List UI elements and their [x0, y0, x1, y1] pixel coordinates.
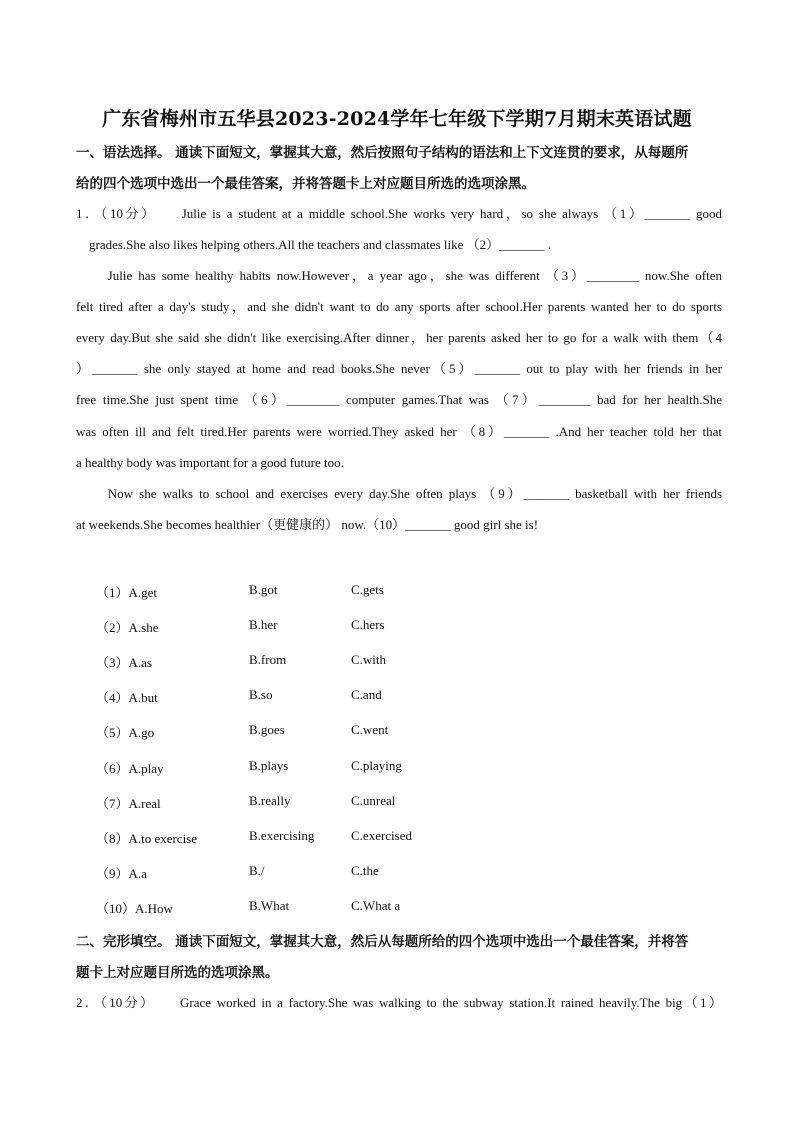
passage1-line: was often ill and felt tired.Her parents were worried.They asked her （8）_______ .And her teacher told her that — [76, 424, 722, 439]
section2-heading-line2: 题卡上对应题目所选的选项涂黑。 — [76, 965, 279, 981]
option-b: B.so — [249, 687, 273, 702]
option-b: B.What — [249, 898, 290, 913]
passage1-line: every day.But she said she didn't like exercising.After dinner，her parents asked her to go for a walk with them（4 — [76, 330, 722, 345]
option-a: （2）A.she — [96, 620, 159, 635]
section1-heading-line2: 给的四个选项中选出一个最佳答案，并将答题卡上对应题目所选的选项涂黑。 — [76, 176, 535, 192]
passage1-line: Julie has some healthy habits now.However，a year ago，she was different （3）________ now.She often — [76, 268, 722, 283]
option-b: B.exercising — [249, 828, 315, 843]
option-c: C.playing — [351, 758, 402, 773]
option-a: （5）A.go — [96, 725, 155, 740]
option-a: （3）A.as — [96, 655, 152, 670]
option-c: C.the — [351, 863, 379, 878]
option-b: B.goes — [249, 722, 285, 737]
page-title: 广东省梅州市五华县2023-2024学年七年级下学期7月期末英语试题 — [102, 108, 692, 130]
option-c: C.with — [351, 652, 387, 667]
option-c: C.exercised — [351, 828, 413, 843]
passage1-line: Now she walks to school and exercises every day.She often plays （9）_______ basketball with her friends — [76, 486, 722, 501]
option-c: C.unreal — [351, 793, 396, 808]
option-b: B.really — [249, 793, 291, 808]
passage2-line: 2．（10分） Grace worked in a factory.She was walking to the subway station.It rained heavily.The big（1） — [76, 995, 722, 1010]
option-c: C.hers — [351, 617, 385, 632]
passage1-line: felt tired after a day's study，and she didn't want to do any sports after school.Her parents wanted her to do sports — [76, 299, 722, 314]
passage1-line: ）_______ she only stayed at home and read books.She never（5）_______ out to play with her friends in her — [76, 361, 722, 376]
option-c: C.went — [351, 722, 389, 737]
option-a: （8）A.to exercise — [96, 831, 198, 846]
option-a: （6）A.play — [96, 761, 164, 776]
option-b: B.her — [249, 617, 278, 632]
option-c: C.and — [351, 687, 382, 702]
option-c: C.gets — [351, 582, 384, 597]
passage1-line: free time.She just spent time （6）________ computer games.That was （7）________ bad for her health.She — [76, 392, 722, 407]
option-b: B./ — [249, 863, 265, 878]
option-c: C.What a — [351, 898, 401, 913]
passage1-line: at weekends.She becomes healthier（更健康的） now.（10）_______ good girl she is! — [76, 517, 539, 532]
passage1-line: grades.She also likes helping others.All the teachers and classmates like （2）_______ . — [76, 237, 552, 252]
option-b: B.got — [249, 582, 278, 597]
passage1-line: a healthy body was important for a good future too. — [76, 455, 344, 470]
option-a: （4）A.but — [96, 690, 158, 705]
option-a: （10）A.How — [96, 901, 173, 916]
option-b: B.from — [249, 652, 287, 667]
section1-heading-line1: 一、语法选择。 通读下面短文，掌握其大意，然后按照句子结构的语法和上下文连贯的要求，从每题所 — [76, 145, 689, 161]
option-a: （9）A.a — [96, 866, 147, 881]
option-b: B.plays — [249, 758, 289, 773]
option-a: （7）A.real — [96, 796, 161, 811]
section2-heading-line1: 二、完形填空。 通读下面短文，掌握其大意，然后从每题所给的四个选项中选出一个最佳答案，并将答 — [76, 934, 689, 950]
option-a: （1）A.get — [96, 585, 158, 600]
passage1-line: 1．（10分） Julie is a student at a middle school.She works very hard，so she always （1）_______ good — [76, 206, 722, 221]
